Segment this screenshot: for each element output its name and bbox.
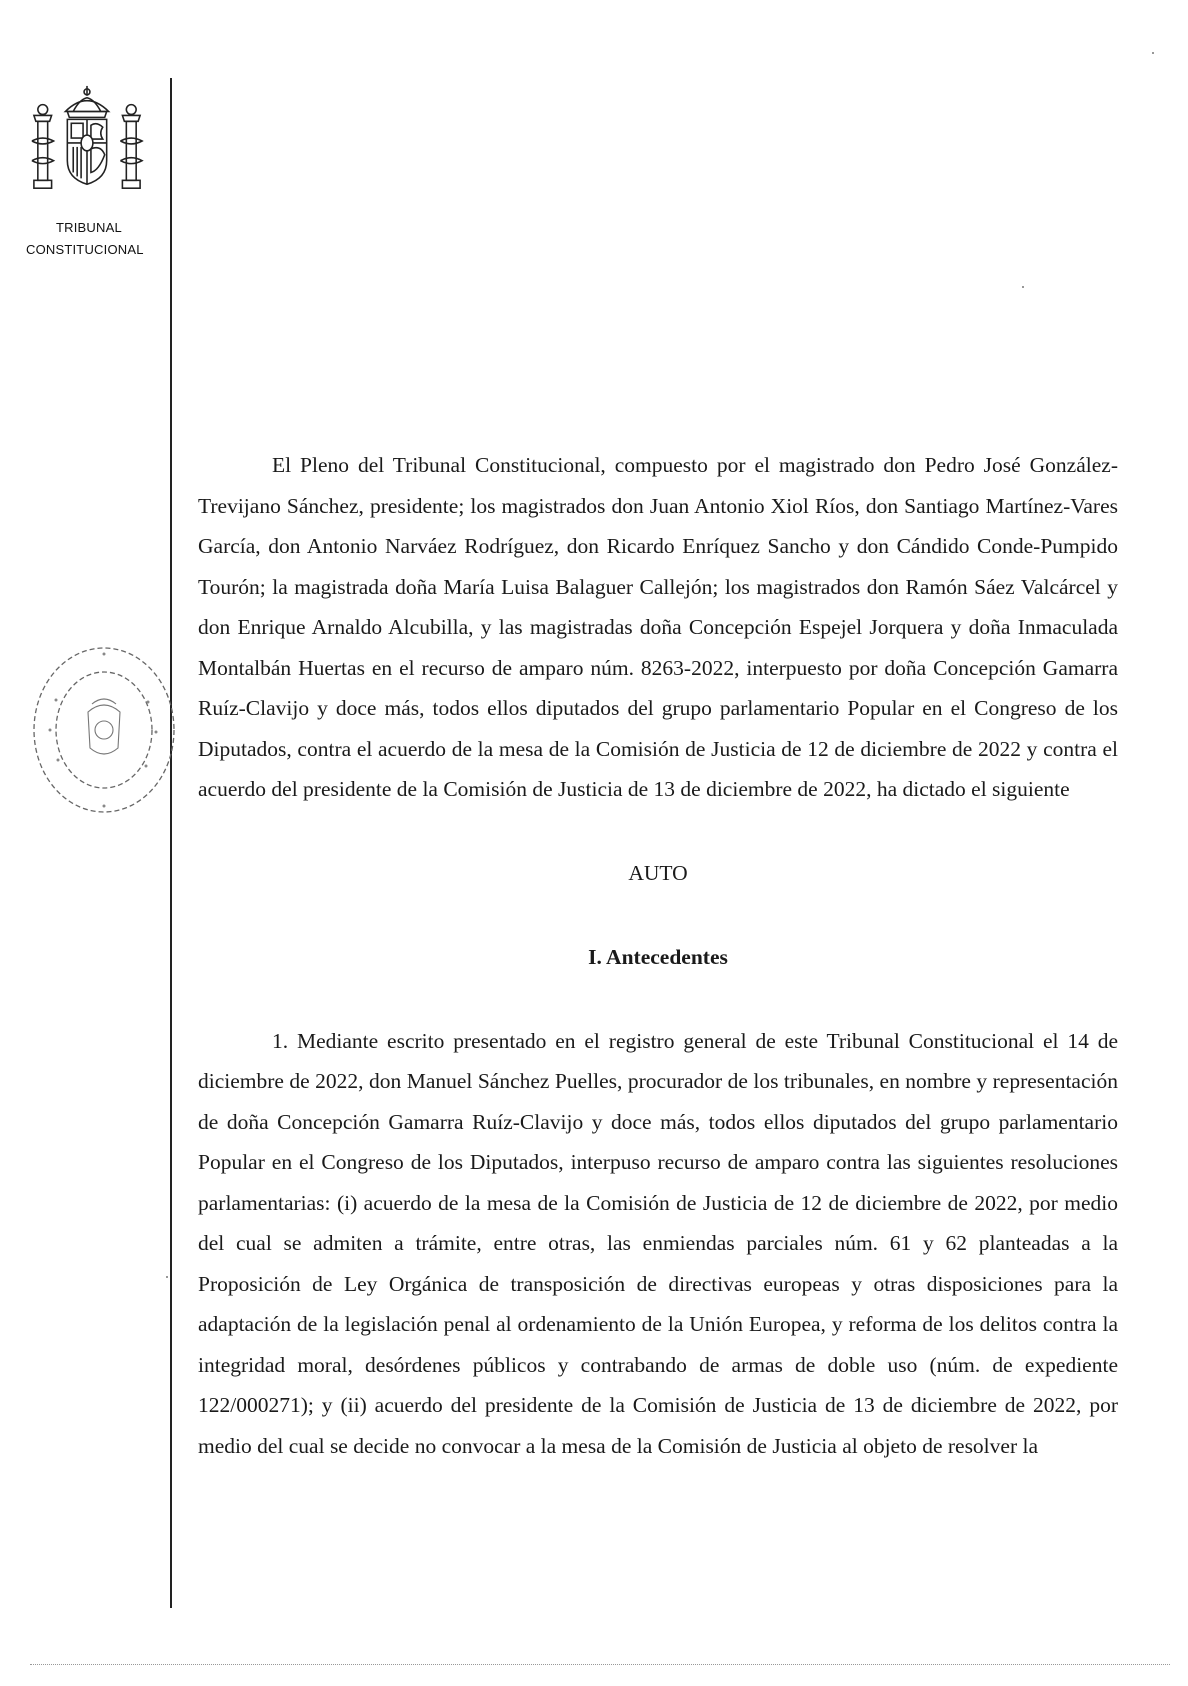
coat-of-arms-icon — [28, 82, 146, 200]
court-name — [18, 217, 158, 261]
court-name-line1: TRIBUNAL — [56, 220, 122, 235]
margin-rule — [170, 78, 172, 1608]
scan-speck — [1152, 52, 1154, 54]
official-stamp-icon — [22, 640, 182, 820]
auto-heading: AUTO — [628, 860, 688, 885]
court-name-line2: CONSTITUCIONAL — [26, 242, 144, 257]
scan-speck — [166, 1276, 168, 1278]
scan-edge-dots — [30, 1664, 1170, 1665]
intro-paragraph: El Pleno del Tribunal Constitucional, compuesto por el magistrado don Pedro José González-Trevijano Sánchez, presidente; los magistrados don Juan Antonio Xiol Ríos, don Santiago Martínez-Vares García, don Antonio Narváez Rodríguez, don Ricardo Enríquez Sancho y don Cándido Conde-Pumpido Tourón; la magistrada doña María Luisa Balaguer Callejón; los magistrados don Ramón Sáez Valcárcel y don Enrique Arnaldo Alcubilla, y las magistradas doña Concepción Espejel Jorquera y doña Inmaculada Montalbán Huertas en el recurso de amparo núm. 8263-2022, interpuesto por doña Concepción Gamarra Ruíz-Clavijo y doce más, todos ellos diputados del grupo parlamentario Popular en el Congreso de los Diputados, contra el acuerdo de la mesa de la Comisión de Justicia de 12 de diciembre de 2022 y contra el acuerdo del presidente de la Comisión de Justicia de 13 de diciembre de 2022, ha dictado el siguiente — [198, 453, 1118, 801]
paragraph-1: 1. Mediante escrito presentado en el registro general de este Tribunal Constitucional el 14 de diciembre de 2022, don Manuel Sánchez Puelles, procurador de los tribunales, en nombre y representación de doña Concepción Gamarra Ruíz-Clavijo y doce más, todos ellos diputados del grupo parlamentario Popular en el Congreso de los Diputados, interpuso recurso de amparo contra las siguientes resoluciones parlamentarias: (i) acuerdo de la mesa de la Comisión de Justicia de 12 de diciembre de 2022, por medio del cual se admiten a trámite, entre otras, las enmiendas parciales núm. 61 y 62 planteadas a la Proposición de Ley Orgánica de transposición de directivas europeas y otras disposiciones para la adaptación de la legislación penal al ordenamiento de la Unión Europea, y reforma de los delitos contra la integridad moral, desórdenes públicos y contrabando de armas de doble uso (núm. de expediente 122/000271); y (ii) acuerdo del presidente de la Comisión de Justicia de 13 de diciembre de 2022, por medio del cual se decide no convocar a la mesa de la Comisión de Justicia al objeto de resolver la — [198, 1028, 1118, 1458]
scan-speck — [1022, 286, 1024, 288]
document-body — [198, 445, 1118, 1466]
section-heading: I. Antecedentes — [588, 944, 728, 969]
